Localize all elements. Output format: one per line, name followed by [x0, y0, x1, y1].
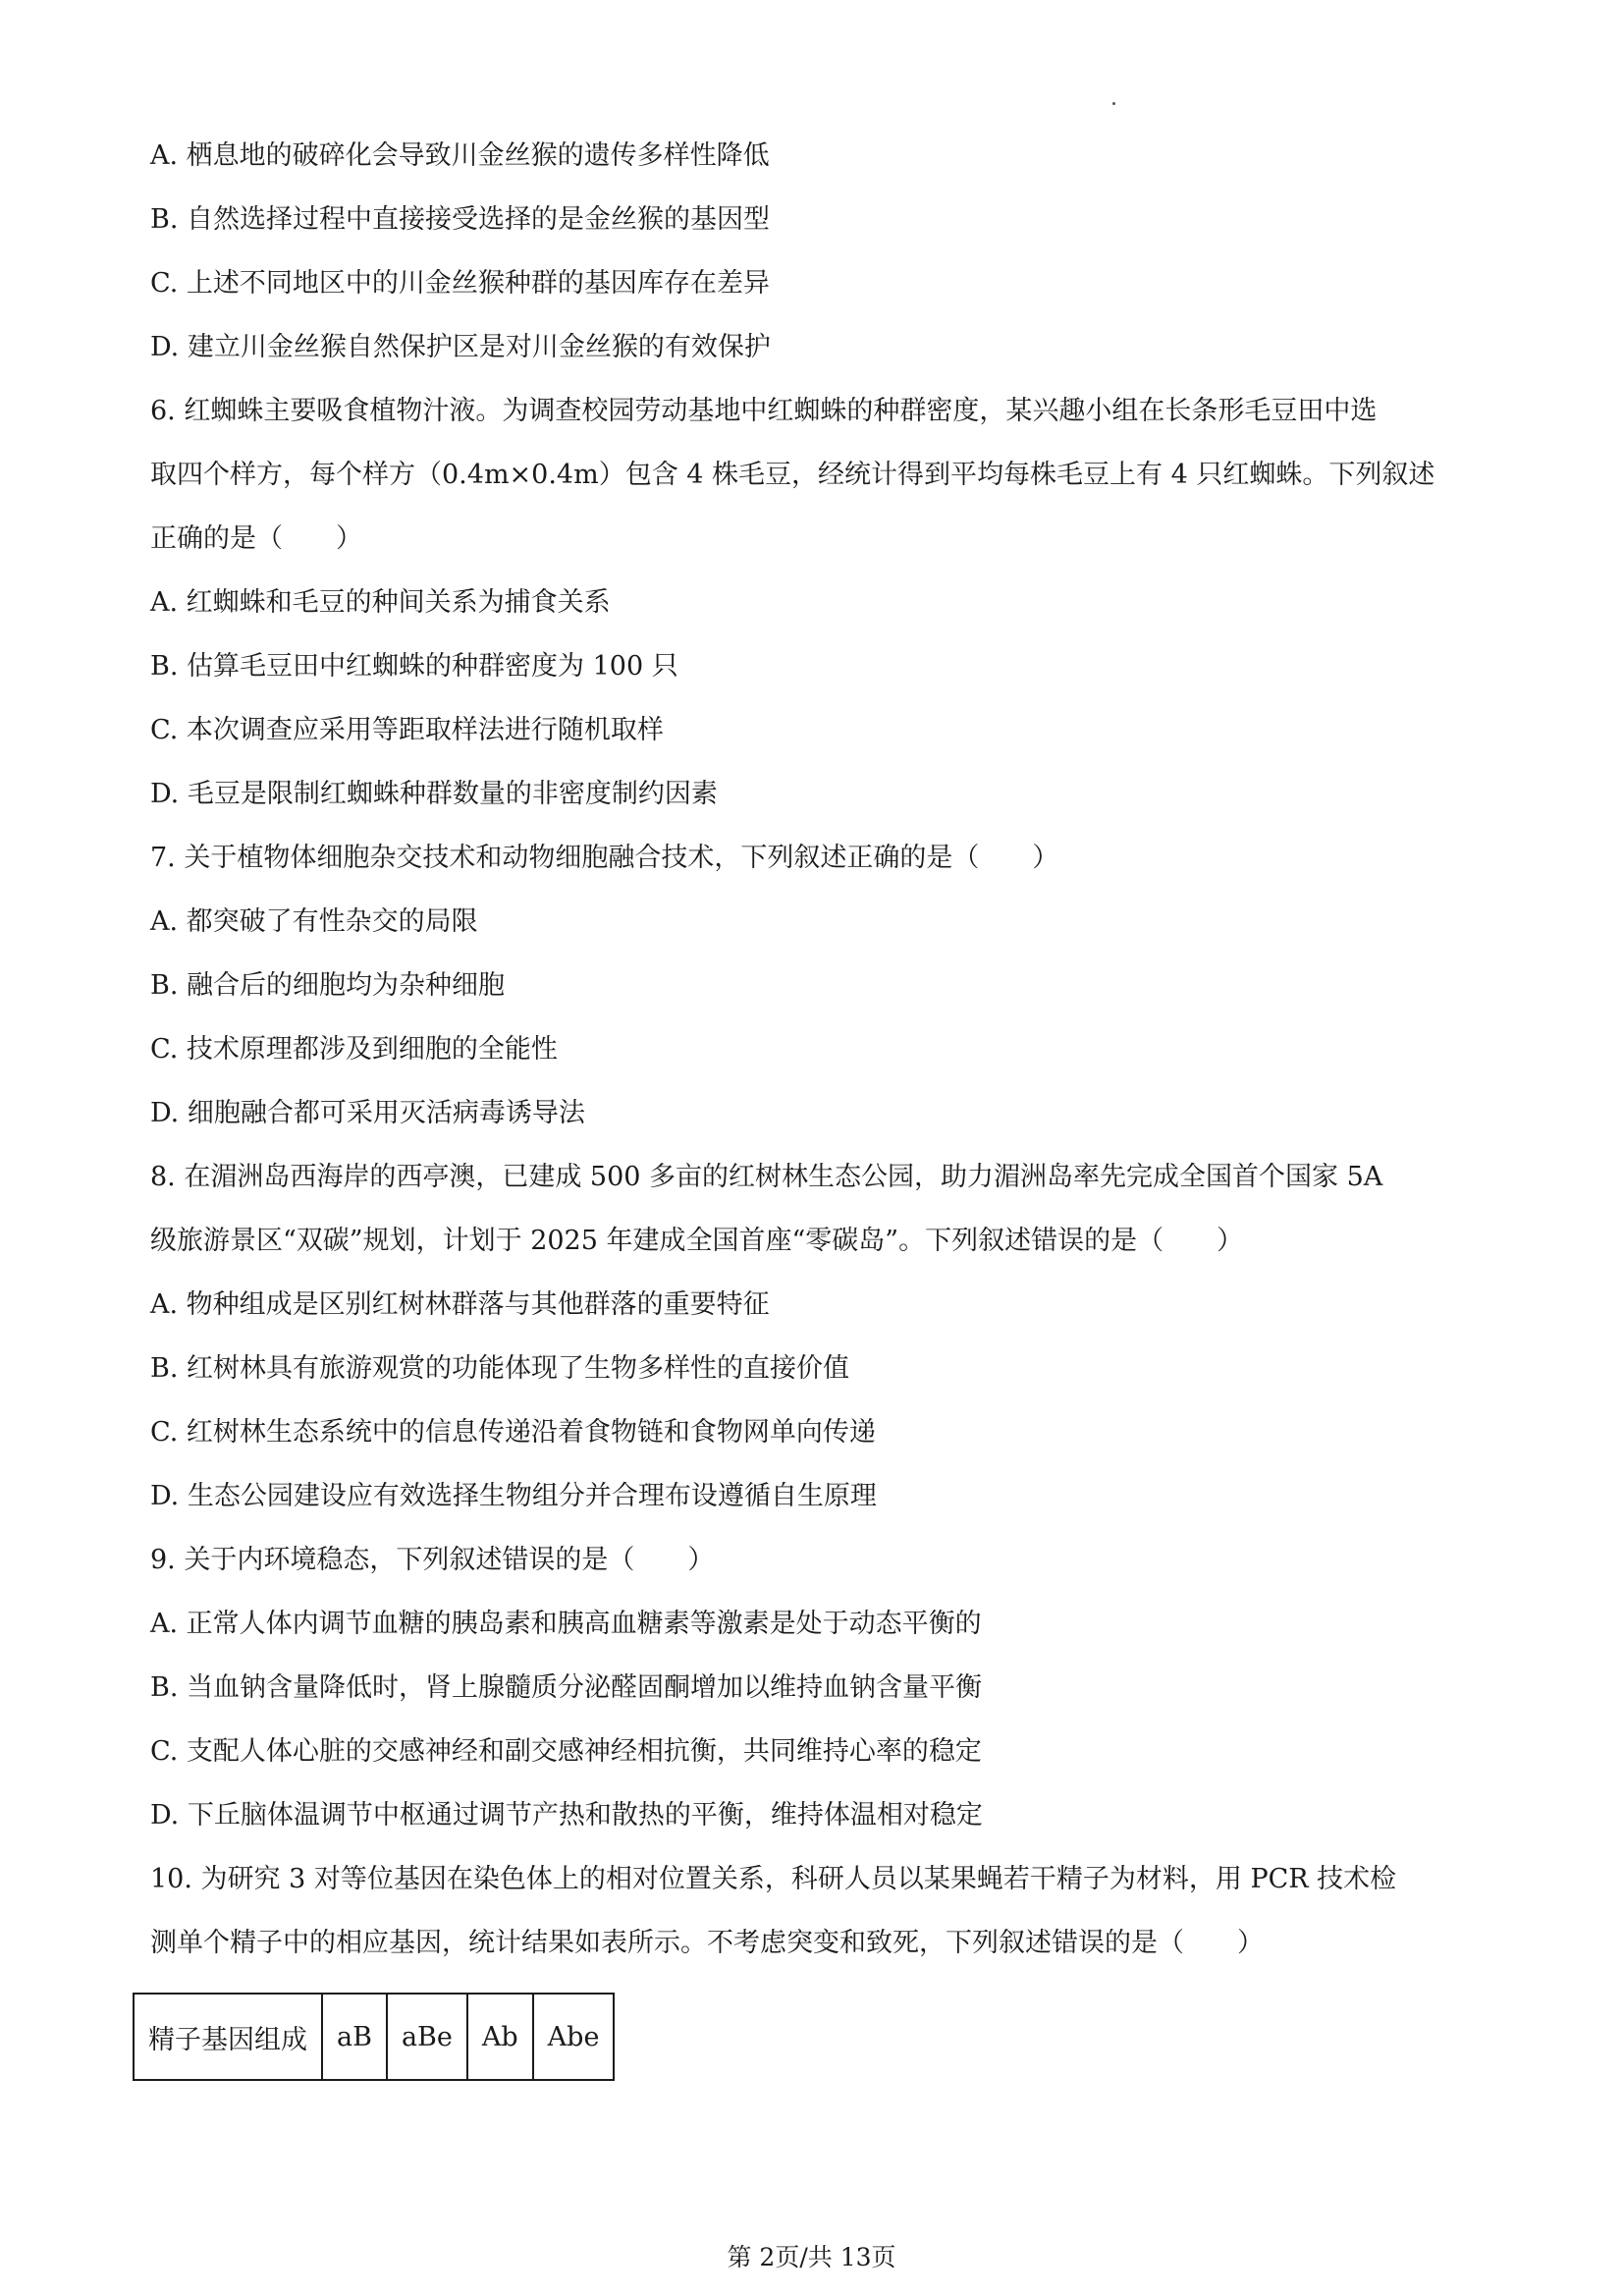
q8-option-c: C. 红树林生态系统中的信息传递沿着食物链和食物网单向传递: [150, 1417, 876, 1448]
q5-option-b: B. 自然选择过程中直接接受选择的是金丝猴的基因型: [150, 204, 771, 235]
table-cell: Abe: [533, 1994, 615, 2080]
stray-dot: [1112, 102, 1115, 105]
q5-option-d: D. 建立川金丝猴自然保护区是对川金丝猴的有效保护: [150, 332, 771, 362]
q7-option-b: B. 融合后的细胞均为杂种细胞: [150, 970, 506, 1001]
q6-stem-line2: 取四个样方，每个样方（0.4m×0.4m）包含 4 株毛豆，经统计得到平均每株毛豆上有 4 只红蜘蛛。下列叙述: [150, 460, 1435, 490]
q9-option-a: A. 正常人体内调节血糖的胰岛素和胰高血糖素等激素是处于动态平衡的: [150, 1609, 982, 1639]
q8-stem-line1: 8. 在湄洲岛西海岸的西亭澳，已建成 500 多亩的红树林生态公园，助力湄洲岛率先完成全国首个国家 5A: [150, 1162, 1383, 1192]
page-footer: 第 2页/共 13页: [727, 2243, 896, 2271]
q9-option-c: C. 支配人体心脏的交感神经和副交感神经相抗衡，共同维持心率的稳定: [150, 1736, 982, 1767]
q10-stem-line1: 10. 为研究 3 对等位基因在染色体上的相对位置关系，科研人员以某果蝇若干精子为材料，用 PCR 技术检: [150, 1864, 1397, 1894]
q7-stem: 7. 关于植物体细胞杂交技术和动物细胞融合技术，下列叙述正确的是（ ）: [150, 843, 1059, 873]
q6-option-b: B. 估算毛豆田中红蜘蛛的种群密度为 100 只: [150, 651, 678, 682]
table-cell: aB: [322, 1994, 387, 2080]
q6-stem-line1: 6. 红蜘蛛主要吸食植物汁液。为调查校园劳动基地中红蜘蛛的种群密度，某兴趣小组在长条形毛豆田中选: [150, 396, 1378, 426]
q6-option-d: D. 毛豆是限制红蜘蛛种群数量的非密度制约因素: [150, 779, 718, 809]
table-header-cell: 精子基因组成: [134, 1994, 322, 2080]
table-cell: Ab: [467, 1994, 533, 2080]
q8-option-b: B. 红树林具有旅游观赏的功能体现了生物多样性的直接价值: [150, 1353, 850, 1384]
q8-option-d: D. 生态公园建设应有效选择生物组分并合理布设遵循自生原理: [150, 1481, 877, 1511]
q6-option-a: A. 红蜘蛛和毛豆的种间关系为捕食关系: [150, 587, 611, 618]
q5-option-a: A. 栖息地的破碎化会导致川金丝猴的遗传多样性降低: [150, 140, 770, 171]
q7-option-c: C. 技术原理都涉及到细胞的全能性: [150, 1034, 558, 1065]
table-row: [134, 1994, 614, 2080]
q8-stem-line2: 级旅游景区“双碳”规划，计划于 2025 年建成全国首座“零碳岛”。下列叙述错误的是（ ）: [150, 1226, 1244, 1256]
q6-option-c: C. 本次调查应采用等距取样法进行随机取样: [150, 715, 664, 745]
q5-option-c: C. 上述不同地区中的川金丝猴种群的基因库存在差异: [150, 268, 770, 299]
q9-stem: 9. 关于内环境稳态，下列叙述错误的是（ ）: [150, 1545, 715, 1575]
q9-option-b: B. 当血钠含量降低时，肾上腺髓质分泌醛固酮增加以维持血钠含量平衡: [150, 1672, 983, 1703]
table-cell: aBe: [387, 1994, 467, 2080]
q10-stem-line2: 测单个精子中的相应基因，统计结果如表所示。不考虑突变和致死，下列叙述错误的是（ ）: [150, 1928, 1264, 1958]
q8-option-a: A. 物种组成是区别红树林群落与其他群落的重要特征: [150, 1289, 770, 1320]
sperm-gene-table: [133, 1993, 615, 2081]
q9-option-d: D. 下丘脑体温调节中枢通过调节产热和散热的平衡，维持体温相对稳定: [150, 1800, 983, 1831]
q7-option-a: A. 都突破了有性杂交的局限: [150, 906, 478, 937]
q6-stem-line3: 正确的是（ ）: [150, 523, 362, 554]
q7-option-d: D. 细胞融合都可采用灭活病毒诱导法: [150, 1098, 585, 1128]
